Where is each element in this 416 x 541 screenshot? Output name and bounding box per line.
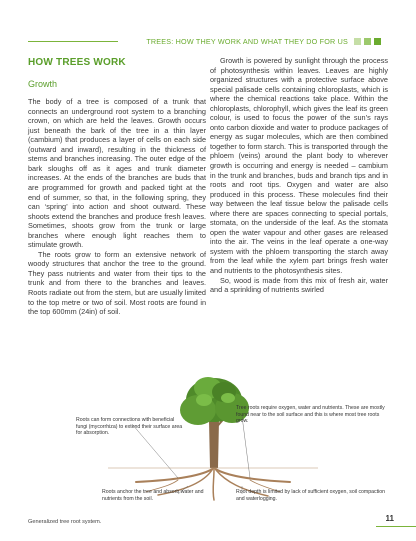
callout-anchor: Roots anchor the tree and absorb water and nutrients from the soil. (102, 489, 204, 502)
tree-illustration (28, 370, 388, 505)
paragraph: Growth is powered by sunlight through the process of photosynthesis within leaves. Leaves are highly organized structures with a protective surface above special palisade cells containing chloroplasts, which is where the chemical reactions take place. Within the chloroplasts, chlorophyll, which gives the leaf its green colour, is used to focus the power of the sun’s rays onto carbon dioxide and water to produce packages of energy as sugar molecules, which are then combined together to form starch. This is transported through the phloem (veins) around the plant body to wherever growth is occurring and energy is needed – cambium in the trunk and branches, buds and branch tips and in roots and root tips. Oxygen and water are also produced in this process. These molecules find their way between the leaf tissue below the palisade cells where there are spaces connecting to special portals, stomata, on the underside of the leaf. As the stomata open the water vapour and other gases are released into the air. The veins in the leaf operate a one-way system with the phloem transporting the starch away from the leaf while the xylem part brings fresh water and nutrients to the photosynthesis sites. (210, 56, 388, 276)
figure-caption: Generalized tree root system. (28, 519, 102, 525)
column-left (28, 58, 206, 317)
page-number: 11 (385, 514, 394, 523)
column-right (210, 56, 388, 295)
header-rule (28, 41, 118, 42)
running-header (0, 36, 416, 50)
section-title: HOW TREES WORK (28, 57, 126, 68)
running-title: TREES: HOW THEY WORK AND WHAT THEY DO FOR US (146, 37, 348, 46)
header-square-3 (374, 38, 381, 45)
header-square-2 (364, 38, 371, 45)
header-square-1 (354, 38, 361, 45)
paragraph: So, wood is made from this mix of fresh air, water and a sprinkling of nutrients swirled (210, 275, 388, 295)
footer-rule (376, 526, 416, 527)
callout-fungi: Roots can form connections with beneficial fungi (mycorrhiza) to extend their surface area for absorption. (76, 417, 183, 437)
section-subtitle: Growth (28, 78, 58, 89)
paragraph: The body of a tree is composed of a trunk that connects an underground root system to a branching crown, on which are held the leaves. Growth occurs just beneath the bark of the tree in a thin layer (cambium) that produces a layer of cells on each side (outward and inward), resulting in the thickness of stems and branches increasing. The outer edge of the bark sloughs off as it ages and trunk diameter increases. At the ends of the branches are buds that are programmed for growth and packed tight at the end of summer, so that, in the following spring, they can ‘spring’ into action and shoot outward. These shoots extend the branches and produce fresh leaves. Sometimes, shoots grow from the trunk or large branches where enough light reaches them to stimulate growth. (28, 97, 206, 250)
tree-root-figure (28, 370, 388, 505)
paragraph: The roots grow to form an extensive network of woody structures that anchor the tree to the ground. They pass nutrients and water from their tips to the trunk and from there to the branches and leaves. Roots radiate out from the stem, but are usually limited to the top metre or two of soil. Most roots are found in the top 600mm (24in) of soil. (28, 249, 206, 317)
callout-depth: Root depth is limited by lack of sufficient oxygen, soil compaction and waterlogging. (236, 489, 385, 502)
callout-tips: Tree roots require oxygen, water and nutrients. These are mostly found near to the soil surface and this is where most tree roots grow. (236, 405, 385, 425)
